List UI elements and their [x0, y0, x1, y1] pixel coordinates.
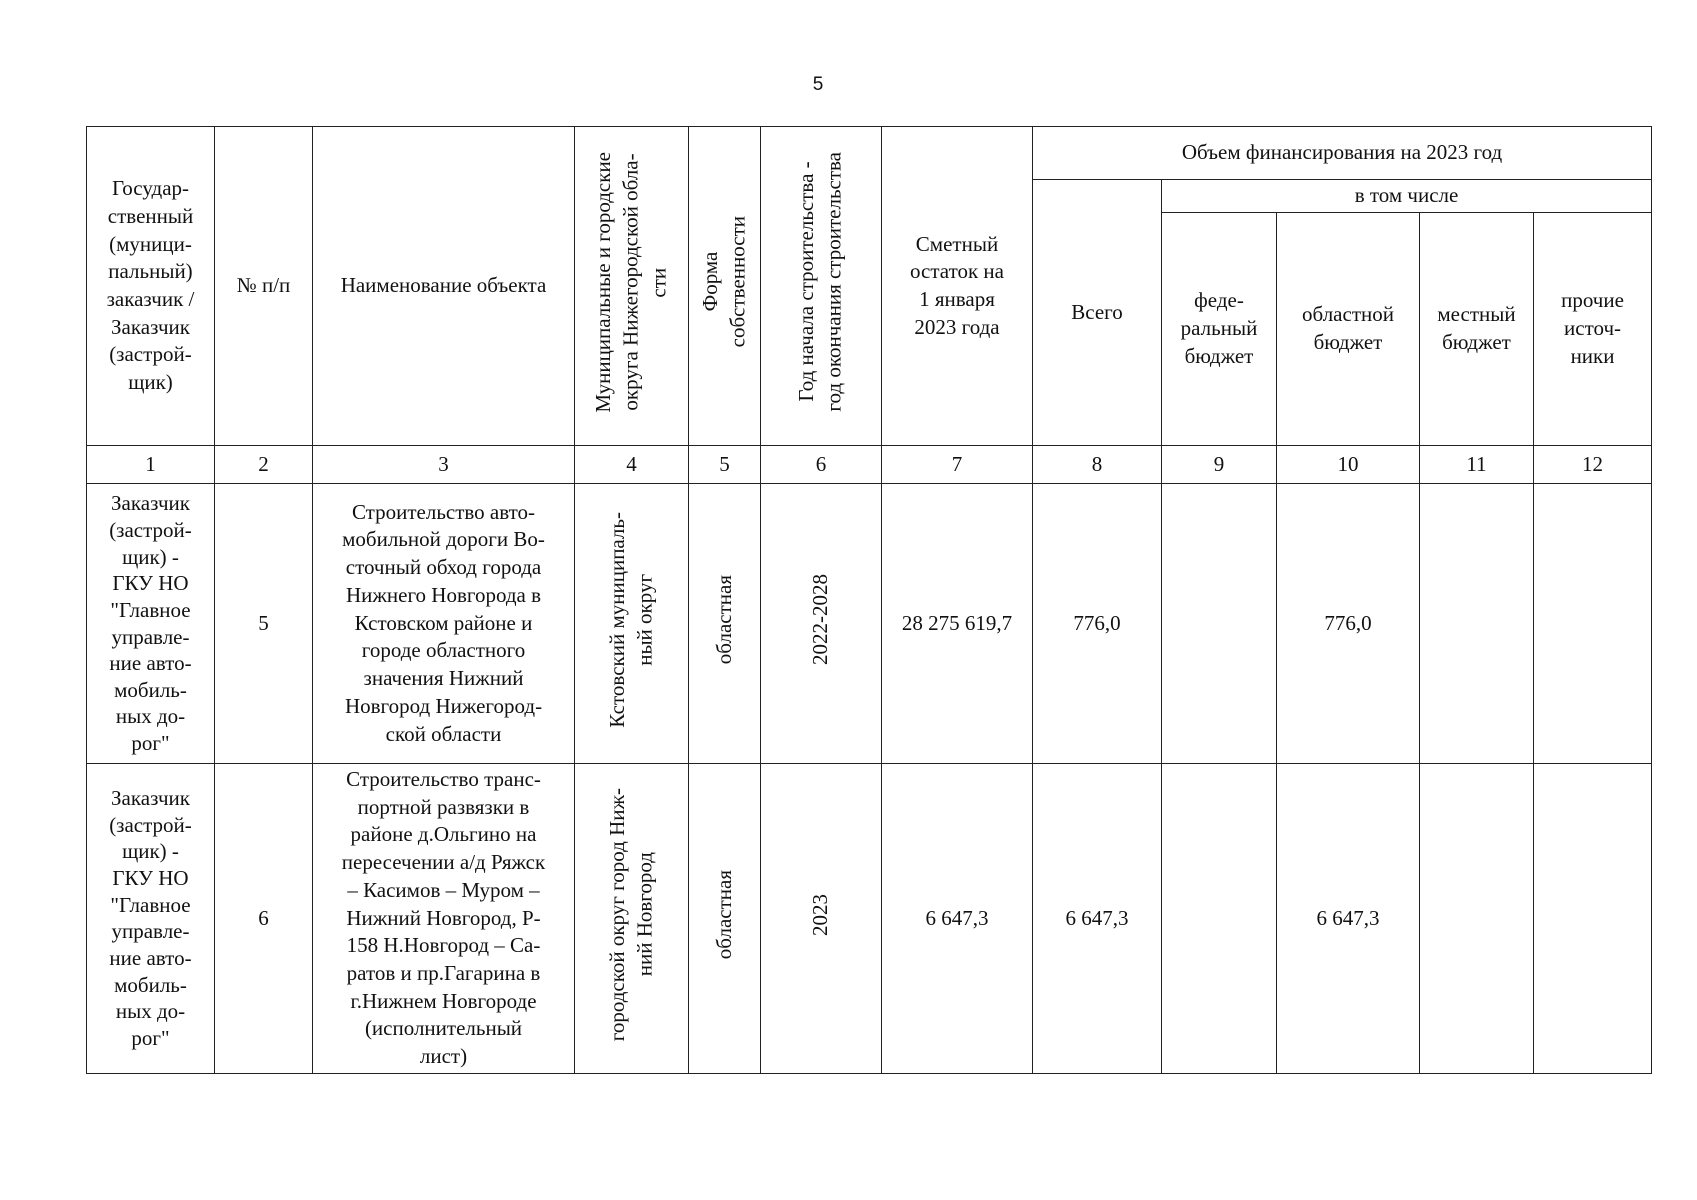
header-ownership: Форма собственности [698, 216, 750, 348]
header-local: местный бюджет [1420, 213, 1534, 446]
header-other: прочие источ- ники [1534, 213, 1652, 446]
row-years: 2022-2028 [808, 574, 833, 666]
page-number: 5 [812, 74, 824, 95]
column-number: 7 [882, 446, 1033, 484]
row-local [1420, 484, 1534, 764]
table-row [87, 484, 1652, 764]
table-row [87, 764, 1652, 1074]
header-total: Всего [1033, 180, 1162, 446]
column-number: 6 [761, 446, 882, 484]
row-customer: Заказчик (застрой- щик) - ГКУ НО "Главное управле- ние авто- мобиль- ных до- рог" [87, 764, 215, 1074]
row-municipality: Кстовский муниципаль- ный округ [604, 511, 657, 728]
row-federal [1162, 484, 1277, 764]
header-funding-title: Объем финансирования на 2023 год [1033, 127, 1652, 180]
header-customer: Государ- ственный (муници- пальный) заказчик / Заказчик (застрой- щик) [87, 127, 215, 446]
row-ownership-cell [689, 764, 761, 1074]
row-regional: 6 647,3 [1277, 764, 1420, 1074]
row-total: 776,0 [1033, 484, 1162, 764]
row-total: 6 647,3 [1033, 764, 1162, 1074]
header-num: № п/п [215, 127, 313, 446]
row-ownership: областная [711, 870, 736, 960]
row-name: Строительство авто- мобильной дороги Во- сточный обход города Нижнего Новгорода в Кстовском районе и городе областного значения Нижний Новгород Нижегород- ской области [313, 484, 575, 764]
column-number-row [87, 446, 1652, 484]
header-municipality-cell [575, 127, 689, 446]
column-number: 5 [689, 446, 761, 484]
row-years: 2023 [808, 893, 833, 936]
row-federal [1162, 764, 1277, 1074]
header-including: в том числе [1162, 180, 1652, 213]
row-ownership-cell [689, 484, 761, 764]
column-number: 3 [313, 446, 575, 484]
row-estimate: 6 647,3 [882, 764, 1033, 1074]
row-num: 5 [215, 484, 313, 764]
row-estimate: 28 275 619,7 [882, 484, 1033, 764]
row-name: Строительство транс- портной развязки в районе д.Ольгино на пересечении а/д Ряжск – Касимов – Муром – Нижний Новгород, Р- 158 Н.Новгород – Са- ратов и пр.Гагарина в г.Нижнем Новгороде (исполнительный лист) [313, 764, 575, 1074]
column-number: 8 [1033, 446, 1162, 484]
row-local [1420, 764, 1534, 1074]
column-number: 10 [1277, 446, 1420, 484]
row-years-cell [761, 484, 882, 764]
row-customer: Заказчик (застрой- щик) - ГКУ НО "Главное управле- ние авто- мобиль- ных до- рог" [87, 484, 215, 764]
header-municipality: Муниципальные и городские округа Нижегородской обла- сти [590, 151, 671, 413]
row-municipality-cell [575, 764, 689, 1074]
column-number: 12 [1534, 446, 1652, 484]
row-other [1534, 764, 1652, 1074]
column-number: 11 [1420, 446, 1534, 484]
row-years-cell [761, 764, 882, 1074]
header-regional: областной бюджет [1277, 213, 1420, 446]
row-municipality-cell [575, 484, 689, 764]
row-num: 6 [215, 764, 313, 1074]
row-municipality: городской округ город Ниж- ний Новгород [604, 787, 657, 1042]
column-number: 2 [215, 446, 313, 484]
header-estimate: Сметный остаток на 1 января 2023 года [882, 127, 1033, 446]
column-number: 9 [1162, 446, 1277, 484]
header-name: Наименование объекта [313, 127, 575, 446]
header-federal: феде- ральный бюджет [1162, 213, 1277, 446]
row-other [1534, 484, 1652, 764]
header-ownership-cell [689, 127, 761, 446]
row-regional: 776,0 [1277, 484, 1420, 764]
financing-table [86, 126, 1652, 1074]
header-years-cell [761, 127, 882, 446]
column-number: 1 [87, 446, 215, 484]
column-number: 4 [575, 446, 689, 484]
header-row-1 [87, 127, 1652, 180]
row-ownership: областная [711, 575, 736, 665]
header-years: Год начала строительства - год окончания строительства [794, 152, 846, 412]
